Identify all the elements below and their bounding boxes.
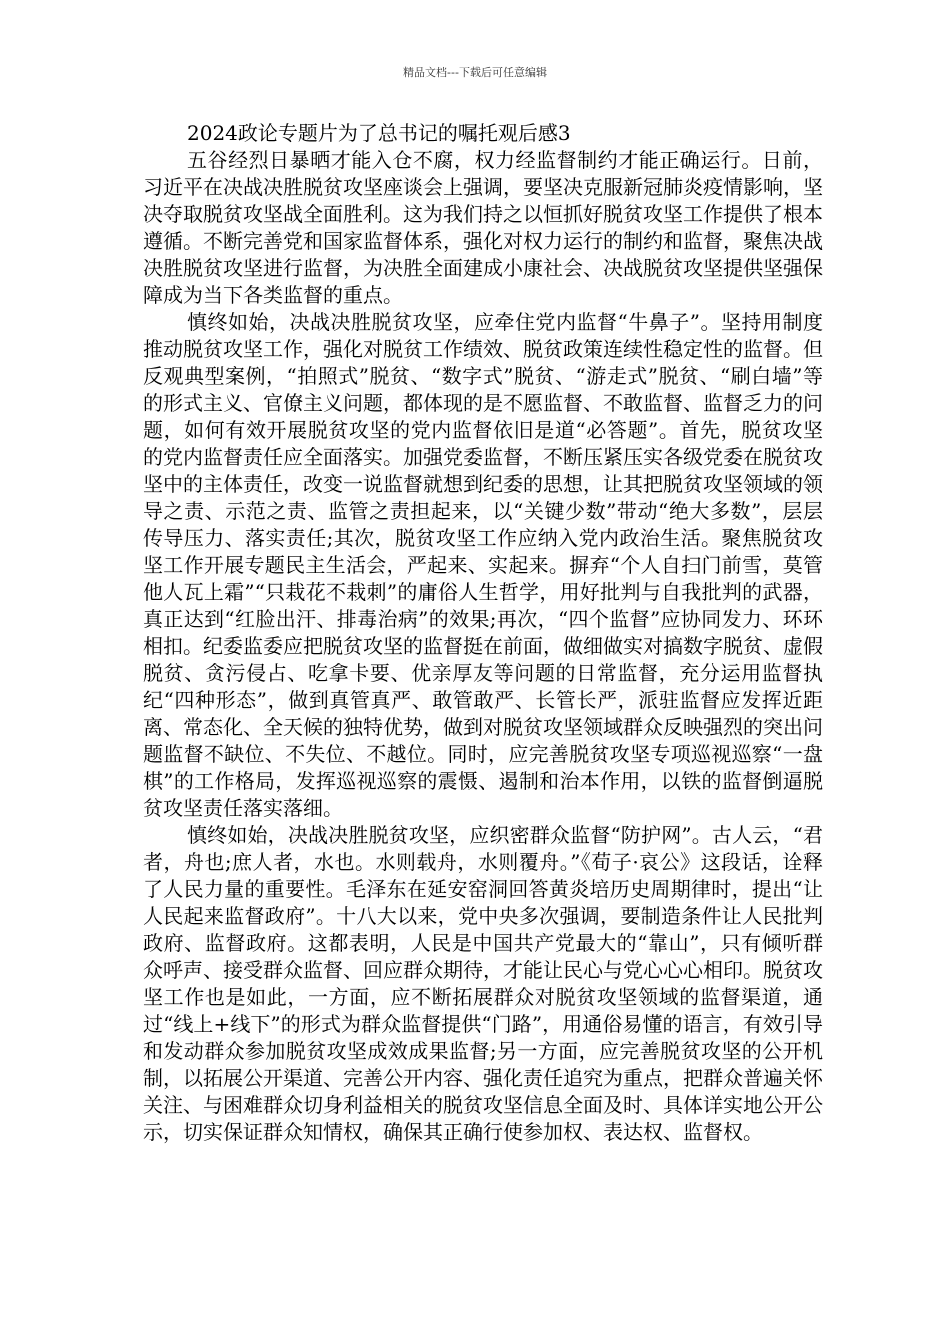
document-title: 2024政论专题片为了总书记的嘱托观后感3	[187, 121, 571, 145]
paragraph-3: 慎终如始，决战决胜脱贫攻坚，应织密群众监督“防护网”。古人云，“君者，舟也;庶人者，水也。水则载舟，水则覆舟。”《荀子·哀公》这段话，诠释了人民力量的重要性。毛泽东在延安窑洞回答黄炎培历史周期律时，提出“让人民起来监督政府”。十八大以来，党中央多次强调，要制造条件让人民批判政府、监督政府。这都表明，人民是中国共产党最大的“靠山”，只有倾听群众呼声、接受群众监督、回应群众期待，才能让民心与党心心心相印。脱贫攻坚工作也是如此，一方面，应不断拓展群众对脱贫攻坚领域的监督渠道，通过“线上+线下”的形式为群众监督提供“门路”，用通俗易懂的语言，有效引导和发动群众参加脱贫攻坚成效成果监督;另一方面，应完善脱贫攻坚的公开机制，以拓展公开渠道、完善公开内容、强化责任追究为重点，把群众普遍关怀关注、与困难群众切身利益相关的脱贫攻坚信息全面及时、具体详实地公开公示，切实保证群众知情权，确保其正确行使参加权、表达权、监督权。	[143, 823, 823, 1144]
header-note: 精品文档---下载后可任意编辑	[403, 66, 547, 79]
paragraph-2: 慎终如始，决战决胜脱贫攻坚，应牵住党内监督“牛鼻子”。坚持用制度推动脱贫攻坚工作，强化对脱贫工作绩效、脱贫政策连续性稳定性的监督。但反观典型案例，“拍照式”脱贫、“数字式”脱贫、“游走式”脱贫、“刷白墙”等的形式主义、官僚主义问题，都体现的是不愿监督、不敢监督、监督乏力的问题，如何有效开展脱贫攻坚的党内监督依旧是道“必答题”。首先，脱贫攻坚的党内监督责任应全面落实。加强党委监督，不断压紧压实各级党委在脱贫攻坚中的主体责任，改变一说监督就想到纪委的思想，让其把脱贫攻坚领域的领导之责、示范之责、监管之责担起来，以“关键少数”带动“绝大多数”，层层传导压力、落实责任;其次，脱贫攻坚工作应纳入党内政治生活。聚焦脱贫攻坚工作开展专题民主生活会，严起来、实起来。摒弃“个人自扫门前雪，莫管他人瓦上霜”“只栽花不栽刺”的庸俗人生哲学，用好批判与自我批判的武器，真正达到“红脸出汗、排毒治病”的效果;再次，“四个监督”应协同发力、环环相扣。纪委监委应把脱贫攻坚的监督挺在前面，做细做实对搞数字脱贫、虚假脱贫、贪污侵占、吃拿卡要、优亲厚友等问题的日常监督，充分运用监督执纪“四种形态”，做到真管真严、敢管敢严、长管长严，派驻监督应发挥近距离、常态化、全天候的独特优势，做到对脱贫攻坚领域群众反映强烈的突出问题监督不缺位、不失位、不越位。同时，应完善脱贫攻坚专项巡视巡察“一盘棋”的工作格局，发挥巡视巡察的震慑、遏制和治本作用，以铁的监督倒逼脱贫攻坚责任落实落细。	[143, 310, 823, 820]
paragraph-1: 五谷经烈日暴晒才能入仓不腐，权力经监督制约才能正确运行。日前，习近平在决战决胜脱贫攻坚座谈会上强调，要坚决克服新冠肺炎疫情影响，坚决夺取脱贫攻坚战全面胜利。这为我们持之以恒抓好脱贫攻坚工作提供了根本遵循。不断完善党和国家监督体系，强化对权力运行的制约和监督，聚焦决战决胜脱贫攻坚进行监督，为决胜全面建成小康社会、决战脱贫攻坚提供坚强保障成为当下各类监督的重点。	[143, 148, 823, 307]
document-body	[143, 120, 823, 1146]
